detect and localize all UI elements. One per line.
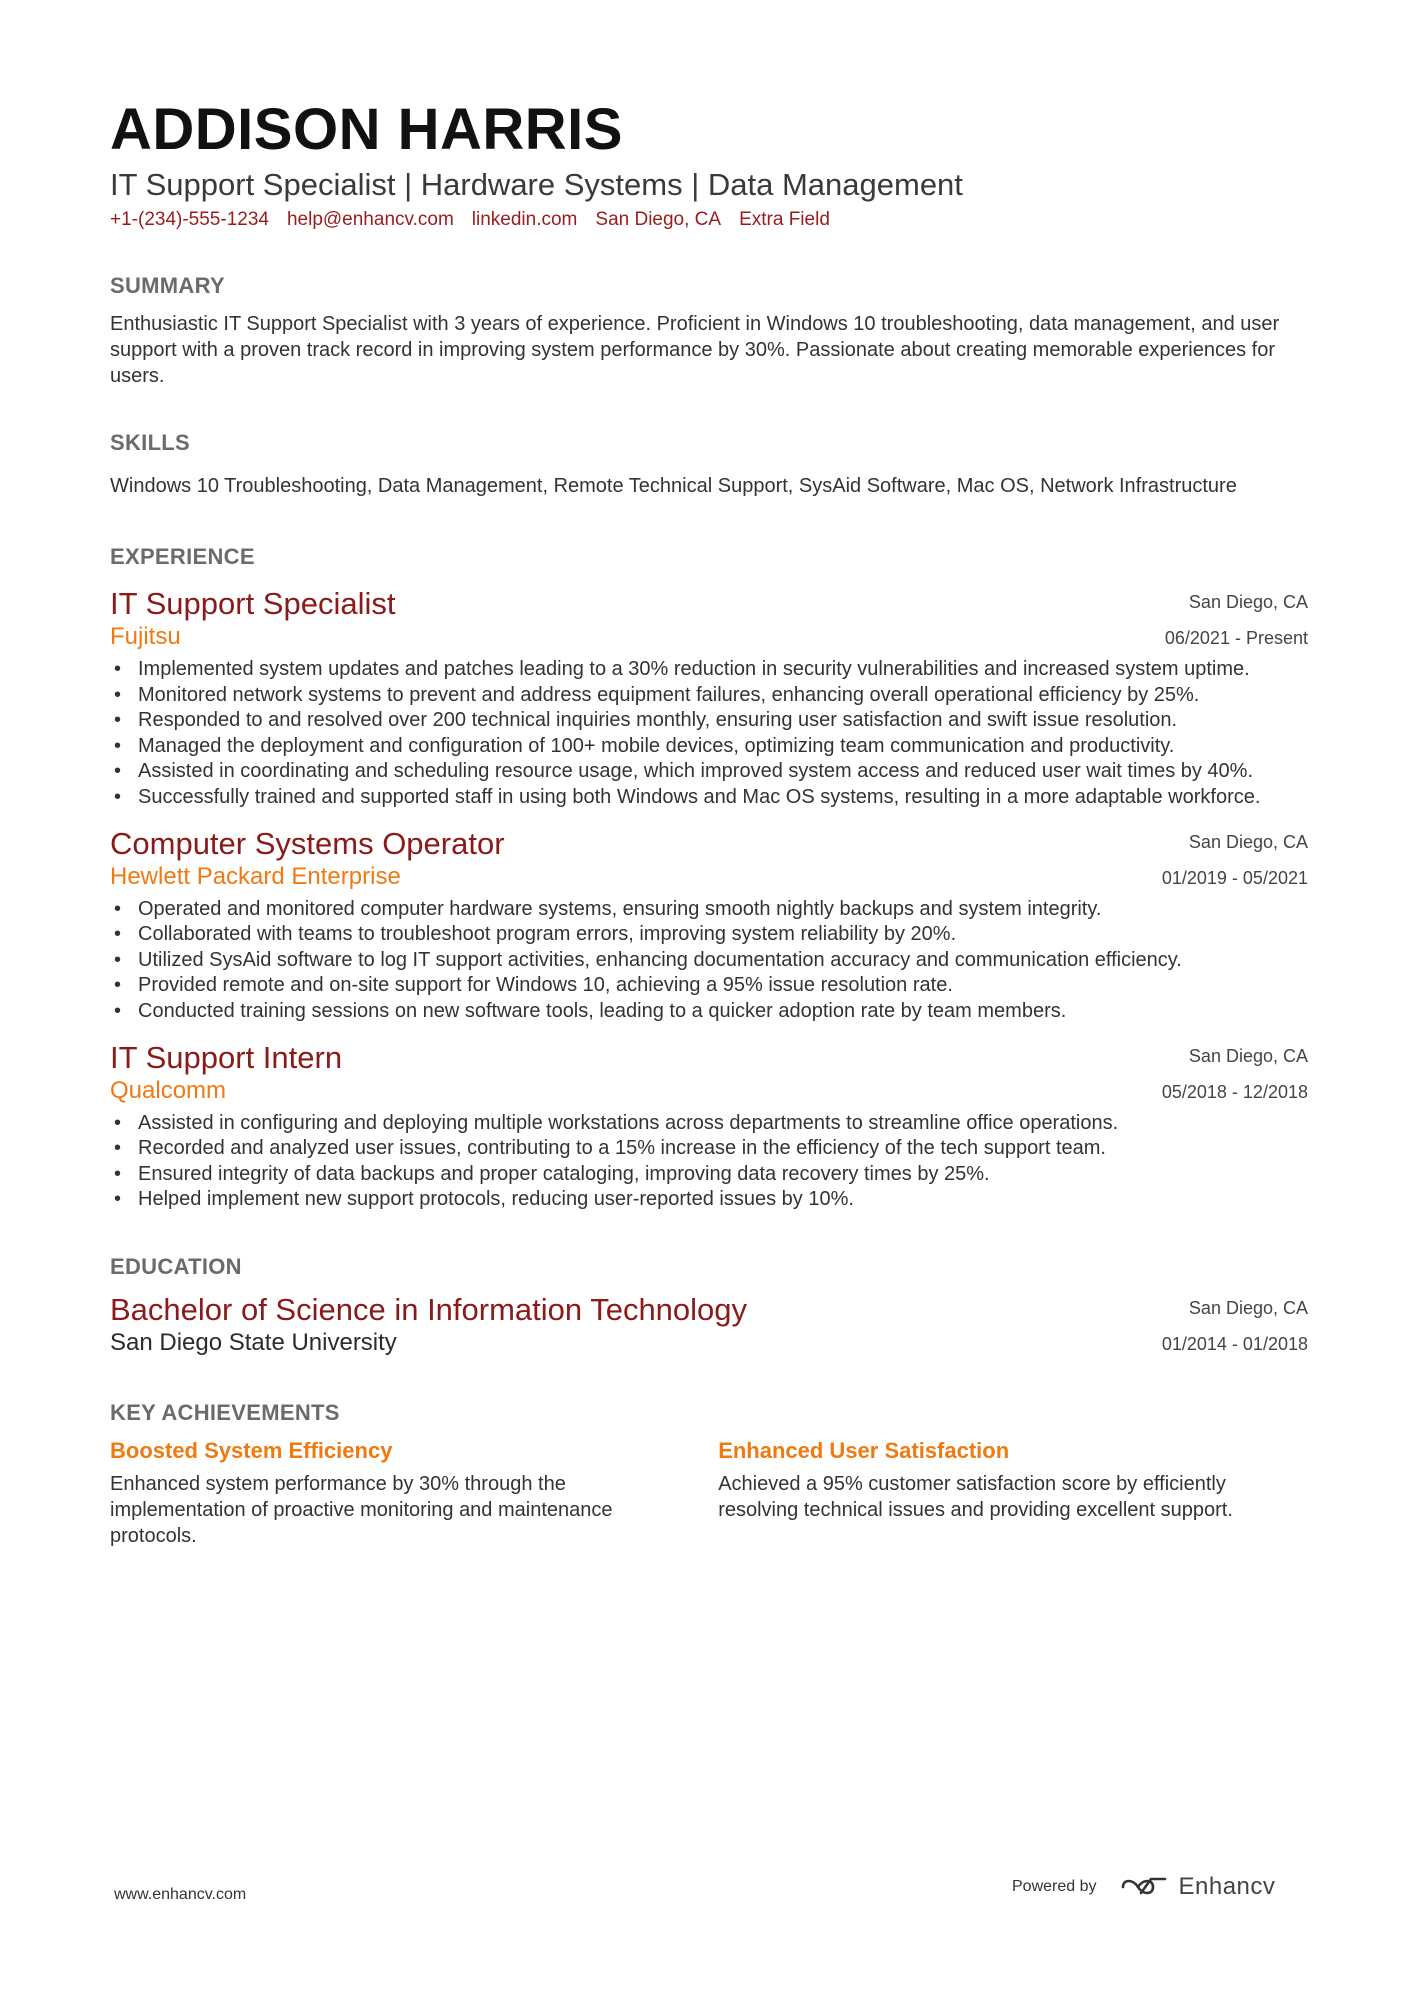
bullet-item: • Ensured integrity of data backups and proper cataloging, improving data recovery times by 25%. <box>110 1162 1308 1188</box>
resume-header <box>110 98 1308 232</box>
bullet-item: • Utilized SysAid software to log IT support activities, enhancing documentation accuracy and communication efficiency. <box>110 948 1308 974</box>
contact-linkedin[interactable]: linkedin.com <box>471 209 578 230</box>
job-title: IT Support Specialist <box>110 586 396 621</box>
job-dates: 01/2019 - 05/2021 <box>1161 867 1308 888</box>
footer-website[interactable]: www.enhancv.com <box>114 1886 247 1903</box>
job-entry <box>110 585 1308 811</box>
degree-title: Bachelor of Science in Information Technology <box>110 1291 748 1327</box>
bullet-item: • Successfully trained and supported staff in using both Windows and Mac OS systems, resulting in a more adaptable workforce. <box>110 785 1308 811</box>
achievement-item <box>110 1437 702 1549</box>
experience-section <box>110 543 1308 1213</box>
candidate-headline: IT Support Specialist | Hardware Systems | Data Management <box>110 167 963 202</box>
brand-name: Enhancv <box>1178 1873 1276 1900</box>
contact-email[interactable]: help@enhancv.com <box>286 209 454 230</box>
skills-text: Windows 10 Troubleshooting, Data Management, Remote Technical Support, SysAid Software, Mac OS, Network Infrastructure <box>110 475 1237 497</box>
section-title-skills: SKILLS <box>110 430 191 455</box>
education-location: San Diego, CA <box>1188 1297 1308 1318</box>
bullet-item: • Collaborated with teams to troubleshoot program errors, improving system reliability by 20%. <box>110 922 1308 948</box>
brand-logo[interactable] <box>1119 1873 1276 1901</box>
bullet-item: • Recorded and analyzed user issues, contributing to a 15% increase in the efficiency of the tech support team. <box>110 1136 1308 1162</box>
bullet-item: • Helped implement new support protocols, reducing user-reported issues by 10%. <box>110 1187 1308 1213</box>
company-name: Fujitsu <box>110 623 181 650</box>
education-entry <box>110 1291 1308 1357</box>
skills-section <box>110 429 1308 499</box>
job-bullets <box>110 897 1308 1025</box>
summary-section <box>110 272 1308 389</box>
section-title-experience: EXPERIENCE <box>110 544 255 569</box>
company-name: Qualcomm <box>110 1076 227 1104</box>
contact-extra-field: Extra Field <box>739 209 830 230</box>
achievement-text: Achieved a 95% customer satisfaction score by efficiently resolving technical issues and providing excellent support. <box>718 1472 1233 1521</box>
education-section <box>110 1253 1308 1357</box>
bullet-item: • Conducted training sessions on new software tools, leading to a quicker adoption rate by team members. <box>110 999 1308 1025</box>
powered-by-label: Powered by <box>1012 1878 1097 1895</box>
bullet-item: • Assisted in coordinating and scheduling resource usage, which improved system access and reduced user wait times by 40%. <box>110 759 1308 785</box>
job-location: San Diego, CA <box>1188 592 1308 612</box>
resume-page <box>110 98 1308 1549</box>
education-dates: 01/2014 - 01/2018 <box>1161 1333 1308 1354</box>
job-location: San Diego, CA <box>1188 831 1308 852</box>
achievement-item <box>718 1437 1308 1549</box>
job-location: San Diego, CA <box>1188 1045 1308 1066</box>
contact-phone[interactable]: +1-(234)-555-1234 <box>110 209 269 230</box>
contact-location: San Diego, CA <box>595 209 722 230</box>
enhancv-logo-icon <box>1119 1873 1169 1901</box>
job-entry <box>110 1039 1308 1213</box>
bullet-item: • Provided remote and on-site support for Windows 10, achieving a 95% issue resolution rate. <box>110 973 1308 999</box>
section-title-education: EDUCATION <box>110 1253 242 1279</box>
footer-branding <box>1012 1873 1275 1901</box>
job-entry <box>110 825 1308 1025</box>
job-title: Computer Systems Operator <box>110 825 505 861</box>
candidate-name: ADDISON HARRIS <box>110 97 623 162</box>
job-bullets <box>110 657 1308 811</box>
achievements-section <box>110 1399 1308 1549</box>
job-bullets <box>110 1111 1308 1213</box>
bullet-item: • Managed the deployment and configuration of 100+ mobile devices, optimizing team communication and productivity. <box>110 734 1308 760</box>
summary-text: Enthusiastic IT Support Specialist with 3 years of experience. Proficient in Windows 10 troubleshooting, data management, and user support with a proven track record in improving system performance by 30%. Passionate about creating memorable experiences for users. <box>110 313 1280 387</box>
bullet-item: • Responded to and resolved over 200 technical inquiries monthly, ensuring user satisfaction and swift issue resolution. <box>110 708 1308 734</box>
section-title-summary: SUMMARY <box>110 273 225 298</box>
achievement-title: Boosted System Efficiency <box>110 1437 393 1463</box>
bullet-item: • Implemented system updates and patches leading to a 30% reduction in security vulnerabilities and increased system uptime. <box>110 657 1308 683</box>
achievement-text: Enhanced system performance by 30% through the implementation of proactive monitoring and maintenance protocols. <box>110 1472 613 1547</box>
section-title-achievements: KEY ACHIEVEMENTS <box>110 1399 340 1425</box>
achievement-title: Enhanced User Satisfaction <box>718 1437 1010 1463</box>
bullet-item: • Assisted in configuring and deploying multiple workstations across departments to streamline office operations. <box>110 1111 1308 1137</box>
bullet-item: • Monitored network systems to prevent and address equipment failures, enhancing overall operational efficiency by 25%. <box>110 683 1308 709</box>
school-name: San Diego State University <box>110 1328 397 1356</box>
job-dates: 06/2021 - Present <box>1164 628 1308 648</box>
job-dates: 05/2018 - 12/2018 <box>1161 1081 1308 1102</box>
contact-list <box>110 208 1308 232</box>
company-name: Hewlett Packard Enterprise <box>110 862 401 890</box>
job-title: IT Support Intern <box>110 1039 343 1075</box>
bullet-item: • Operated and monitored computer hardware systems, ensuring smooth nightly backups and system integrity. <box>110 897 1308 923</box>
